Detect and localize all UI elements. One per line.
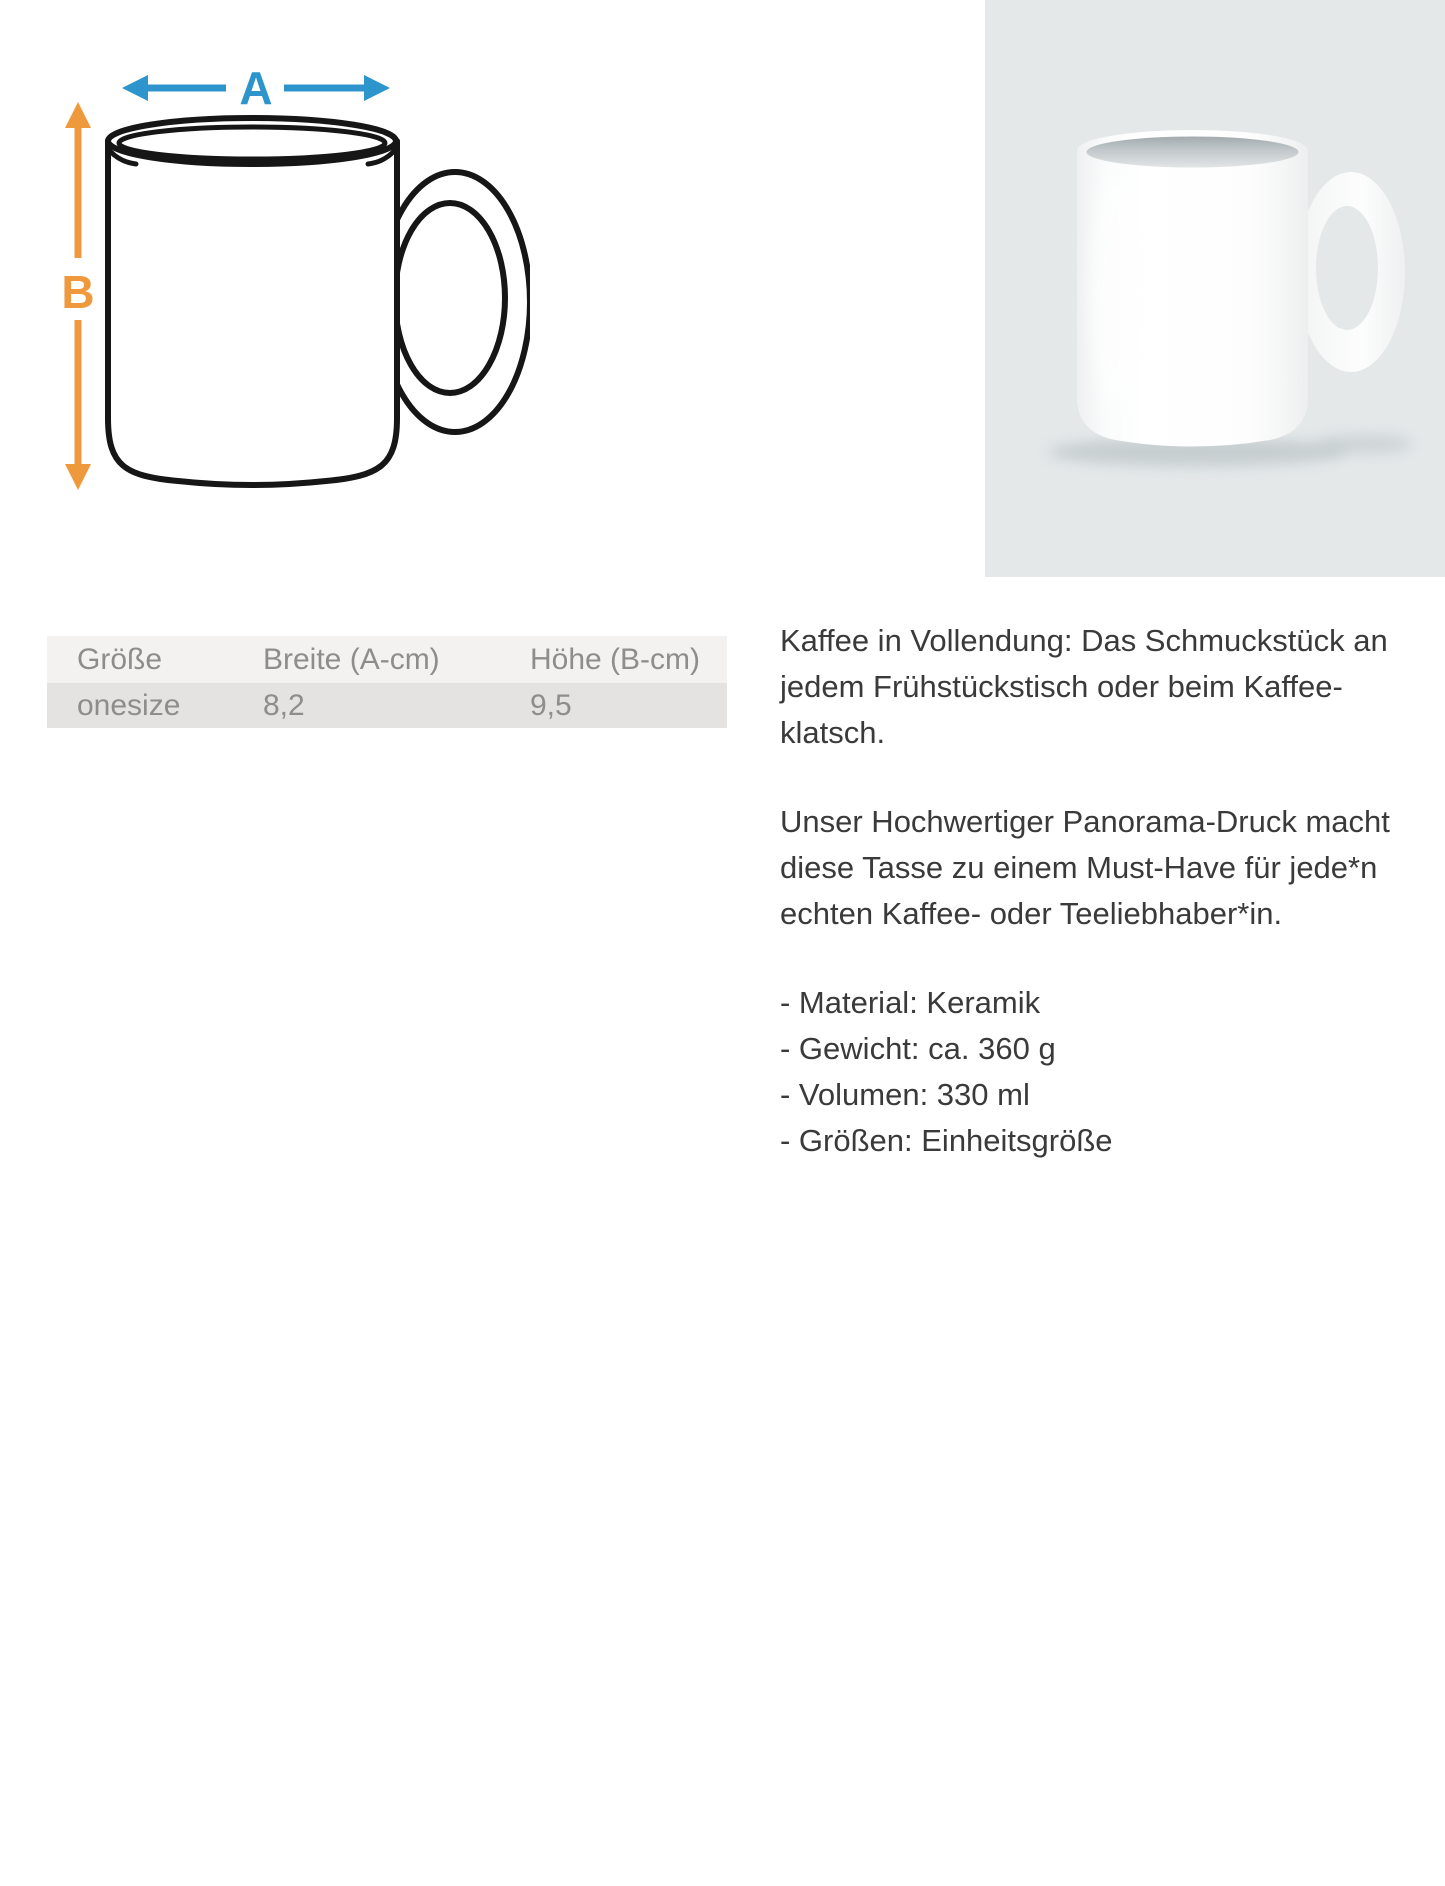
description-line: Kaffee in Vollendung: Das Schmuckstück an [780, 623, 1388, 658]
description-line: diese Tasse zu einem Must-Have für jede*n [780, 850, 1378, 885]
spec-line-volume: - Volumen: 330 ml [780, 1077, 1030, 1112]
mug-line-drawing [108, 118, 530, 485]
size-cell-height: 9,5 [530, 688, 572, 722]
size-table-header-row [47, 636, 727, 683]
description-line: echten Kaffee- oder Teeliebhaber*in. [780, 896, 1283, 931]
size-cell-width: 8,2 [263, 688, 305, 722]
description-paragraph [780, 799, 1440, 937]
mug-handle-inner-outline [395, 203, 505, 393]
handle-shadow [1317, 434, 1413, 454]
product-description [780, 618, 1440, 1164]
size-table [47, 636, 727, 728]
size-table-header-width: Breite (A-cm) [263, 642, 440, 676]
photo-mug-highlight [1089, 175, 1141, 405]
description-line: Unser Hochwertiger Panorama-Druck macht [780, 804, 1390, 839]
size-table-row [47, 683, 727, 728]
height-arrow-label: B [61, 266, 95, 318]
width-arrow-label: A [239, 62, 273, 114]
spec-line-material: - Material: Keramik [780, 985, 1041, 1020]
size-table-header-size: Größe [77, 642, 163, 676]
description-line: jedem Frühstückstisch oder beim Kaffee- [780, 669, 1343, 704]
size-cell-size: onesize [77, 688, 181, 722]
size-table-header-height: Höhe (B-cm) [530, 642, 701, 676]
mug-body-outline [108, 141, 397, 485]
photo-mug-handle-hole [1316, 206, 1378, 330]
description-paragraph [780, 618, 1440, 756]
spec-line-sizes: - Größen: Einheitsgröße [780, 1123, 1113, 1158]
description-spec-list [780, 980, 1440, 1164]
spec-line-weight: - Gewicht: ca. 360 g [780, 1031, 1056, 1066]
mug-dimension-diagram [30, 40, 530, 500]
width-arrow-icon [122, 62, 390, 114]
photo-mug-opening [1087, 137, 1299, 168]
height-arrow-icon [61, 102, 94, 490]
description-line: klatsch. [780, 715, 886, 750]
mug-photo-illustration [985, 0, 1445, 577]
product-photo [985, 0, 1445, 577]
